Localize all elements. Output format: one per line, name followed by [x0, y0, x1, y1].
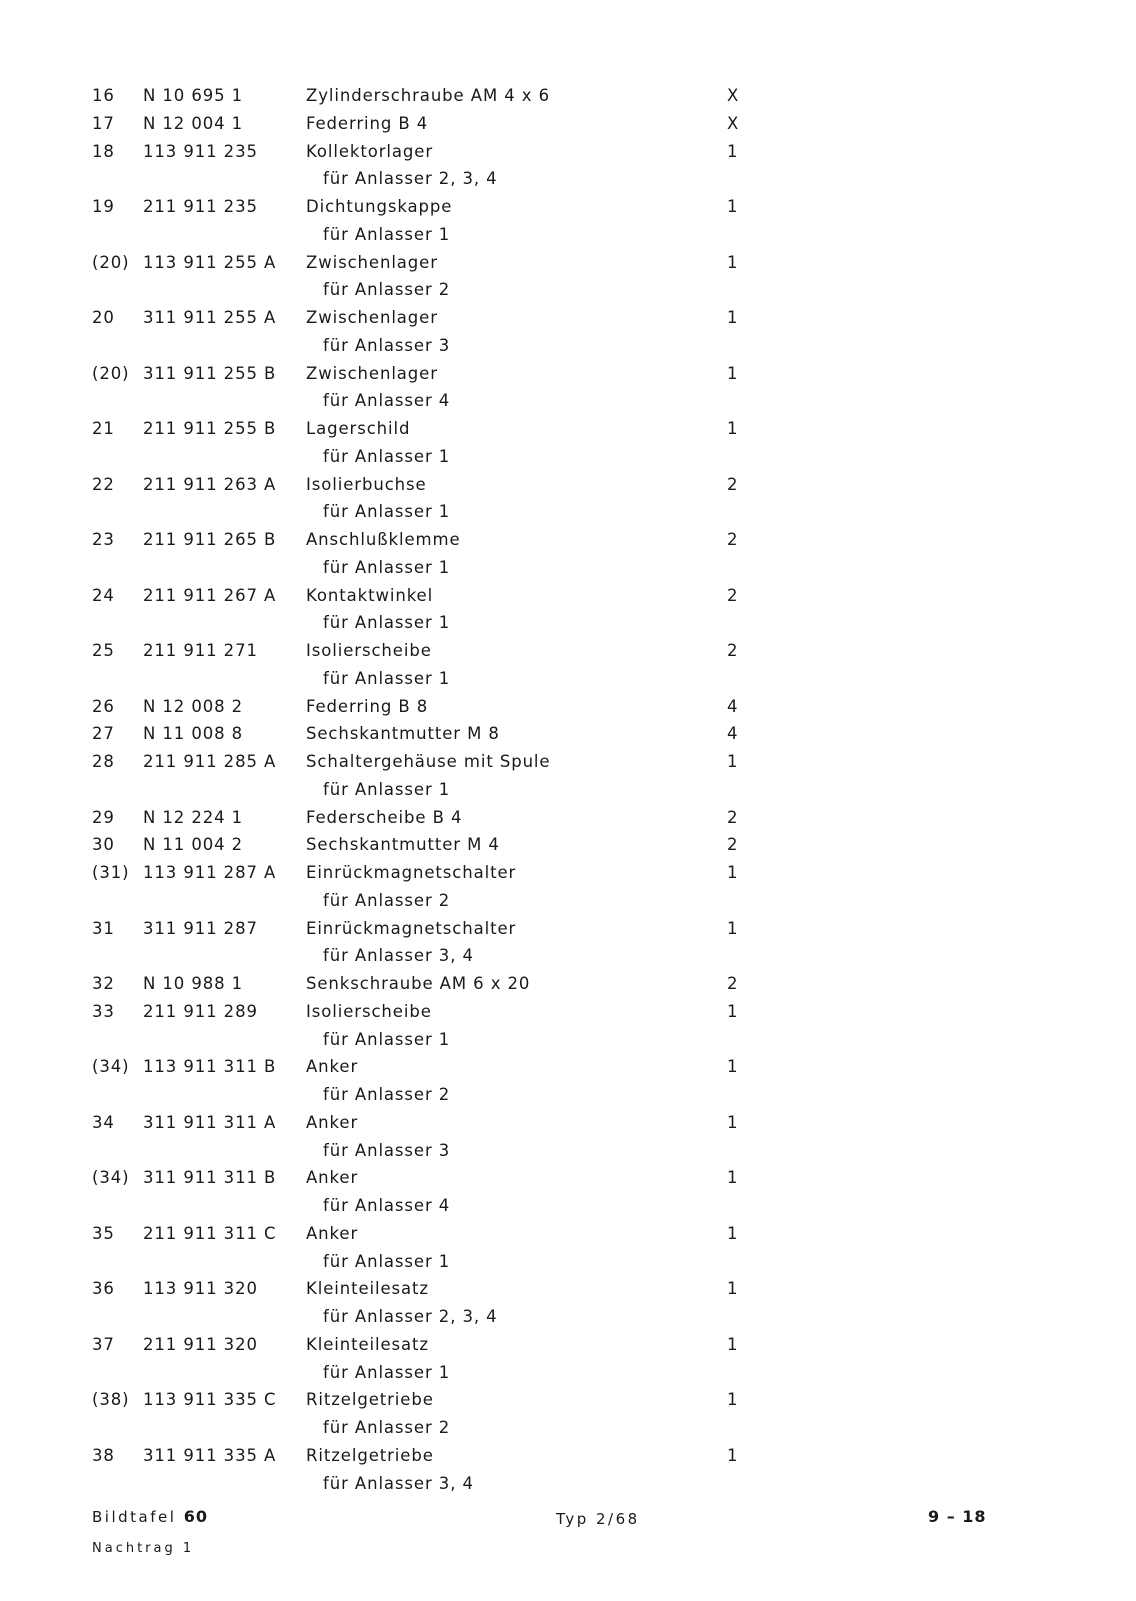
list-item-note — [0, 609, 1136, 637]
list-item-note — [0, 276, 1136, 304]
list-item — [0, 915, 1136, 943]
part-description: Lagerschild — [306, 419, 411, 438]
quantity: 2 — [727, 835, 739, 855]
part-description: für Anlasser 1 — [323, 1251, 451, 1271]
list-item-note — [0, 887, 1136, 915]
quantity: 2 — [727, 641, 739, 660]
part-description: Sechskantmutter M 8 — [306, 724, 500, 744]
quantity: 2 — [727, 585, 739, 605]
list-item — [0, 471, 1136, 499]
list-item-note — [0, 1414, 1136, 1442]
quantity: 1 — [727, 752, 739, 771]
list-item-note — [0, 387, 1136, 415]
quantity: 1 — [727, 1334, 739, 1354]
part-description: Zwischenlager — [306, 363, 438, 383]
list-item — [0, 970, 1136, 998]
item-number: 25 — [92, 641, 115, 660]
quantity: 2 — [727, 474, 739, 494]
list-item — [0, 1331, 1136, 1359]
quantity: 1 — [727, 252, 739, 272]
item-number: 16 — [92, 86, 115, 105]
quantity: 4 — [727, 696, 739, 716]
item-number: 24 — [92, 585, 115, 605]
part-number: N 10 695 1 — [143, 86, 244, 105]
list-item — [0, 637, 1136, 665]
item-number: 21 — [92, 419, 115, 438]
part-description: für Anlasser 1 — [323, 557, 451, 577]
item-number: 36 — [92, 1279, 115, 1299]
part-number: 311 911 255 B — [143, 363, 277, 383]
part-number: 211 911 267 A — [143, 585, 277, 605]
item-number: 38 — [92, 1445, 115, 1465]
part-number: 113 911 335 C — [143, 1390, 277, 1410]
part-description: für Anlasser 1 — [323, 1362, 451, 1382]
plate-reference — [92, 1507, 208, 1526]
item-number: (20) — [92, 252, 130, 272]
part-number: 211 911 271 — [143, 641, 258, 660]
part-number: N 12 008 2 — [143, 696, 244, 716]
part-description: Kontaktwinkel — [306, 585, 434, 605]
part-number: N 11 008 8 — [143, 724, 244, 744]
part-description: Senkschraube AM 6 x 20 — [306, 974, 531, 993]
part-description: für Anlasser 1 — [323, 224, 451, 244]
list-item-note — [0, 1192, 1136, 1220]
part-number: 211 911 255 B — [143, 419, 277, 438]
plate-number: 60 — [183, 1507, 208, 1526]
part-description: Isolierscheibe — [306, 1001, 432, 1021]
part-description: Isolierscheibe — [306, 641, 432, 660]
list-item — [0, 82, 1136, 110]
list-item — [0, 582, 1136, 610]
item-number: 26 — [92, 696, 115, 716]
part-number: 211 911 289 — [143, 1001, 258, 1021]
part-description: Einrückmagnetschalter — [306, 918, 517, 938]
quantity: 1 — [727, 1057, 739, 1077]
part-number: 211 911 320 — [143, 1334, 258, 1354]
item-number: 34 — [92, 1112, 115, 1132]
part-description: Zwischenlager — [306, 308, 438, 327]
list-item — [0, 1109, 1136, 1137]
part-number: 311 911 311 B — [143, 1168, 277, 1188]
item-number: 19 — [92, 197, 115, 216]
supplement-label: Nachtrag 1 — [92, 1541, 195, 1556]
part-number: 211 911 311 C — [143, 1223, 277, 1243]
part-number: 113 911 235 — [143, 141, 258, 161]
quantity: 1 — [727, 1001, 739, 1021]
item-number: (34) — [92, 1057, 130, 1077]
item-number: 27 — [92, 724, 115, 744]
part-number: N 10 988 1 — [143, 974, 244, 993]
part-number: 211 911 265 B — [143, 530, 277, 549]
part-description: Kleinteilesatz — [306, 1334, 429, 1354]
part-number: 113 911 287 A — [143, 863, 277, 882]
quantity: 1 — [727, 141, 739, 161]
part-description: für Anlasser 4 — [323, 391, 451, 411]
part-description: Anker — [306, 1057, 359, 1077]
part-description: für Anlasser 3 — [323, 335, 451, 355]
list-item-note — [0, 554, 1136, 582]
part-description: Sechskantmutter M 4 — [306, 835, 500, 855]
list-item-note — [0, 665, 1136, 693]
quantity: 1 — [727, 1168, 739, 1188]
item-number: 28 — [92, 752, 115, 771]
item-number: 17 — [92, 113, 115, 133]
list-item — [0, 304, 1136, 332]
item-number: (38) — [92, 1390, 130, 1410]
part-description: Dichtungskappe — [306, 197, 453, 216]
list-item — [0, 360, 1136, 388]
quantity: 1 — [727, 918, 739, 938]
list-item-note — [0, 1303, 1136, 1331]
part-description: Anschlußklemme — [306, 530, 461, 549]
quantity: 1 — [727, 419, 739, 438]
part-description: für Anlasser 1 — [323, 613, 451, 633]
part-description: Ritzelgetriebe — [306, 1390, 434, 1410]
part-number: 211 911 263 A — [143, 474, 277, 494]
part-description: Isolierbuchse — [306, 474, 427, 494]
quantity: 1 — [727, 363, 739, 383]
item-number: 23 — [92, 530, 115, 549]
item-number: 22 — [92, 474, 115, 494]
item-number: 18 — [92, 141, 115, 161]
list-item-note — [0, 1137, 1136, 1165]
part-description: für Anlasser 2 — [323, 890, 451, 910]
list-item-note — [0, 443, 1136, 471]
list-item — [0, 1442, 1136, 1470]
part-description: für Anlasser 1 — [323, 779, 451, 799]
item-number: 20 — [92, 308, 115, 327]
list-item-note — [0, 221, 1136, 249]
item-number: (34) — [92, 1168, 130, 1188]
quantity: X — [727, 113, 740, 133]
list-item — [0, 193, 1136, 221]
part-number: N 12 004 1 — [143, 113, 244, 133]
item-number: (20) — [92, 363, 130, 383]
quantity: 1 — [727, 197, 739, 216]
list-item — [0, 748, 1136, 776]
list-item-note — [0, 942, 1136, 970]
part-description: für Anlasser 1 — [323, 668, 451, 688]
quantity: 1 — [727, 1223, 739, 1243]
part-description: für Anlasser 1 — [323, 502, 451, 522]
list-item-note — [0, 1359, 1136, 1387]
list-item — [0, 249, 1136, 277]
item-number: 37 — [92, 1334, 115, 1354]
quantity: 2 — [727, 974, 739, 993]
list-item — [0, 998, 1136, 1026]
part-number: 311 911 255 A — [143, 308, 277, 327]
type-label: Typ 2/68 — [556, 1510, 640, 1528]
part-number: N 12 224 1 — [143, 807, 244, 827]
part-description: für Anlasser 2 — [323, 1418, 451, 1437]
part-description: Anker — [306, 1168, 359, 1188]
part-number: 311 911 287 — [143, 918, 258, 938]
list-item — [0, 138, 1136, 166]
list-item — [0, 1220, 1136, 1248]
part-number: 311 911 311 A — [143, 1112, 277, 1132]
part-description: für Anlasser 1 — [323, 446, 451, 466]
item-number: 29 — [92, 807, 115, 827]
quantity: 1 — [727, 308, 739, 327]
part-description: Schaltergehäuse mit Spule — [306, 752, 551, 771]
part-number: 113 911 311 B — [143, 1057, 277, 1077]
part-number: 113 911 320 — [143, 1279, 258, 1299]
list-item — [0, 110, 1136, 138]
list-item — [0, 1053, 1136, 1081]
part-description: für Anlasser 2, 3, 4 — [323, 1307, 498, 1326]
quantity: 1 — [727, 1390, 739, 1410]
part-number: N 11 004 2 — [143, 835, 244, 855]
item-number: 35 — [92, 1223, 115, 1243]
part-number: 113 911 255 A — [143, 252, 277, 272]
part-description: Einrückmagnetschalter — [306, 863, 517, 882]
list-item-note — [0, 1081, 1136, 1109]
quantity: 4 — [727, 724, 739, 744]
list-item-note — [0, 1470, 1136, 1498]
list-item — [0, 859, 1136, 887]
item-number: 31 — [92, 918, 115, 938]
part-description: für Anlasser 2 — [323, 280, 451, 300]
item-number: (31) — [92, 863, 130, 882]
page-number: 9 – 18 — [928, 1507, 987, 1526]
list-item — [0, 831, 1136, 859]
quantity: 1 — [727, 1112, 739, 1132]
part-description: Anker — [306, 1223, 359, 1243]
list-item-note — [0, 1248, 1136, 1276]
item-number: 33 — [92, 1001, 115, 1021]
part-description: Federring B 8 — [306, 696, 429, 716]
part-description: Anker — [306, 1112, 359, 1132]
list-item-note — [0, 776, 1136, 804]
list-item — [0, 693, 1136, 721]
quantity: 2 — [727, 807, 739, 827]
item-number: 30 — [92, 835, 115, 855]
list-item-note — [0, 332, 1136, 360]
list-item — [0, 526, 1136, 554]
part-description: Kollektorlager — [306, 141, 434, 161]
part-description: Ritzelgetriebe — [306, 1445, 434, 1465]
quantity: 1 — [727, 1445, 739, 1465]
part-number: 311 911 335 A — [143, 1445, 277, 1465]
part-description: für Anlasser 3 — [323, 1140, 451, 1160]
list-item-note — [0, 498, 1136, 526]
list-item — [0, 1275, 1136, 1303]
list-item-note — [0, 1026, 1136, 1054]
part-description: Zwischenlager — [306, 252, 438, 272]
part-description: für Anlasser 2, 3, 4 — [323, 169, 498, 189]
parts-list — [0, 82, 1136, 1497]
list-item-note — [0, 165, 1136, 193]
part-description: Federscheibe B 4 — [306, 807, 463, 827]
part-description: für Anlasser 2 — [323, 1085, 451, 1104]
item-number: 32 — [92, 974, 115, 993]
part-number: 211 911 285 A — [143, 752, 277, 771]
part-description: Kleinteilesatz — [306, 1279, 429, 1299]
part-description: für Anlasser 4 — [323, 1196, 451, 1215]
quantity: 2 — [727, 530, 739, 549]
quantity: X — [727, 86, 740, 105]
quantity: 1 — [727, 1279, 739, 1299]
list-item — [0, 1386, 1136, 1414]
part-description: Zylinderschraube AM 4 x 6 — [306, 86, 550, 105]
part-description: Federring B 4 — [306, 113, 429, 133]
plate-label: Bildtafel — [92, 1508, 177, 1526]
list-item — [0, 415, 1136, 443]
part-description: für Anlasser 3, 4 — [323, 1473, 474, 1493]
part-description: für Anlasser 3, 4 — [323, 946, 474, 966]
part-number: 211 911 235 — [143, 197, 258, 216]
part-description: für Anlasser 1 — [323, 1029, 451, 1049]
list-item — [0, 1164, 1136, 1192]
list-item — [0, 720, 1136, 748]
list-item — [0, 804, 1136, 832]
quantity: 1 — [727, 863, 739, 882]
